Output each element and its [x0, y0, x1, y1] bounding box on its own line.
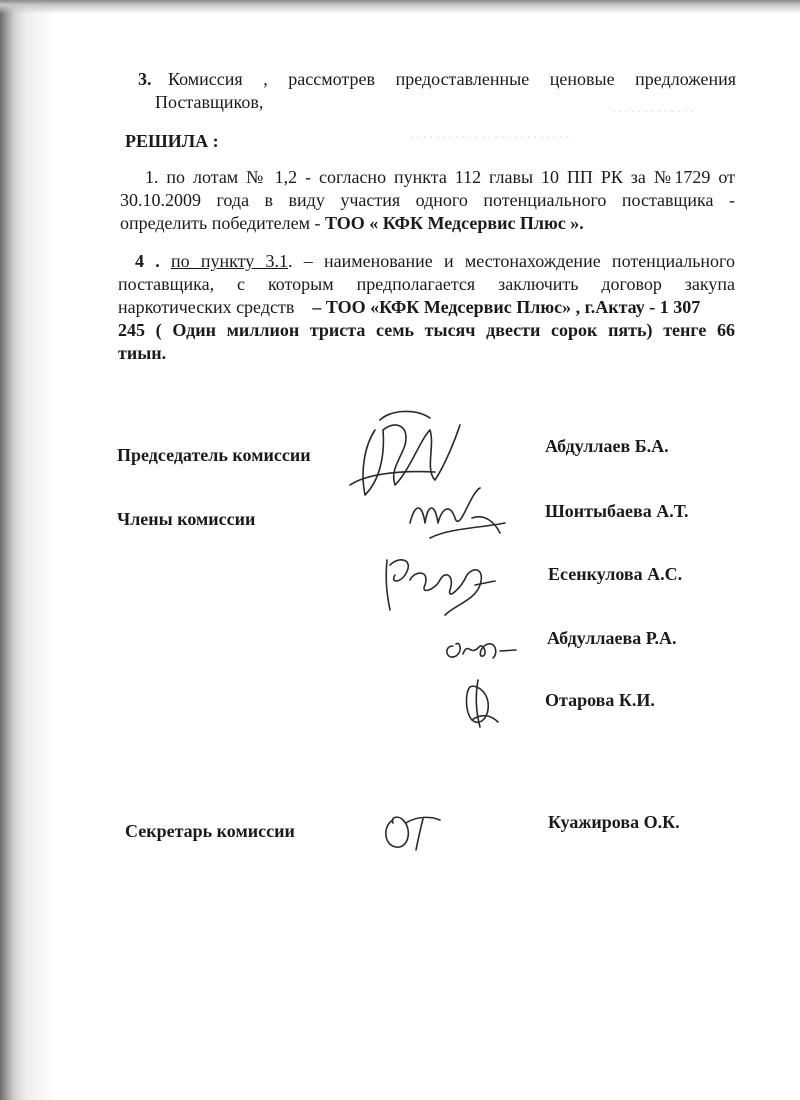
member-signature	[375, 545, 505, 620]
member-name: Шонтыбаева А.Т.	[545, 501, 689, 521]
member-name: Есенкулова А.С.	[548, 564, 683, 584]
item4-line3: наркотических средств – ТОО «КФК Медсервис Плюс» , г.Актау - 1 307	[118, 297, 701, 317]
bleed-through-text: . . . . . . . . . . . . . . . . . . . . . . . . .	[410, 126, 570, 141]
member-signature	[438, 626, 528, 666]
scan-top-shadow	[0, 0, 800, 14]
item4-line2: поставщика, с которым предполагается заключить договор закупа	[118, 274, 735, 294]
secretary-signature	[378, 805, 448, 855]
chair-label: Председатель комиссии	[117, 445, 311, 465]
member-signature	[450, 672, 510, 732]
section3-line2: Поставщиков,	[155, 92, 264, 112]
member-name: Абдуллаева Р.А.	[547, 628, 677, 648]
member-signature	[400, 478, 510, 548]
chair-name: Абдуллаев Б.А.	[545, 436, 669, 456]
bleed-through-text: . . . . . . . . . . . . .	[612, 100, 694, 115]
item4-line1: 4 . по пункту 3.1. – наименование и местонахождение потенциального	[135, 251, 735, 271]
item4-line5: тиын.	[118, 343, 167, 363]
item1-line3: определить победителем - ТОО « КФК Медсервис Плюс ».	[120, 213, 584, 233]
item1-line2: 30.10.2009 года в виду участия одного потенциального поставщика -	[120, 190, 735, 210]
section3-number: 3.	[138, 69, 152, 89]
secretary-name: Куажирова О.К.	[548, 812, 680, 832]
secretary-label: Секретарь комиссии	[125, 821, 295, 841]
member-name: Отарова К.И.	[545, 690, 655, 710]
item1-line1: 1. по лотам № 1,2 - согласно пункта 112 главы 10 ПП РК за №1729 от	[145, 167, 735, 187]
resolved-heading: РЕШИЛА :	[125, 131, 219, 151]
members-label: Члены комиссии	[117, 509, 256, 529]
scan-edge-shadow	[0, 0, 60, 1100]
item4-line4: 245 ( Один миллион триста семь тысяч двести сорок пять) тенге 66	[118, 320, 735, 340]
section3-line1: Комиссия , рассмотрев предоставленные ценовые предложения	[168, 69, 736, 89]
